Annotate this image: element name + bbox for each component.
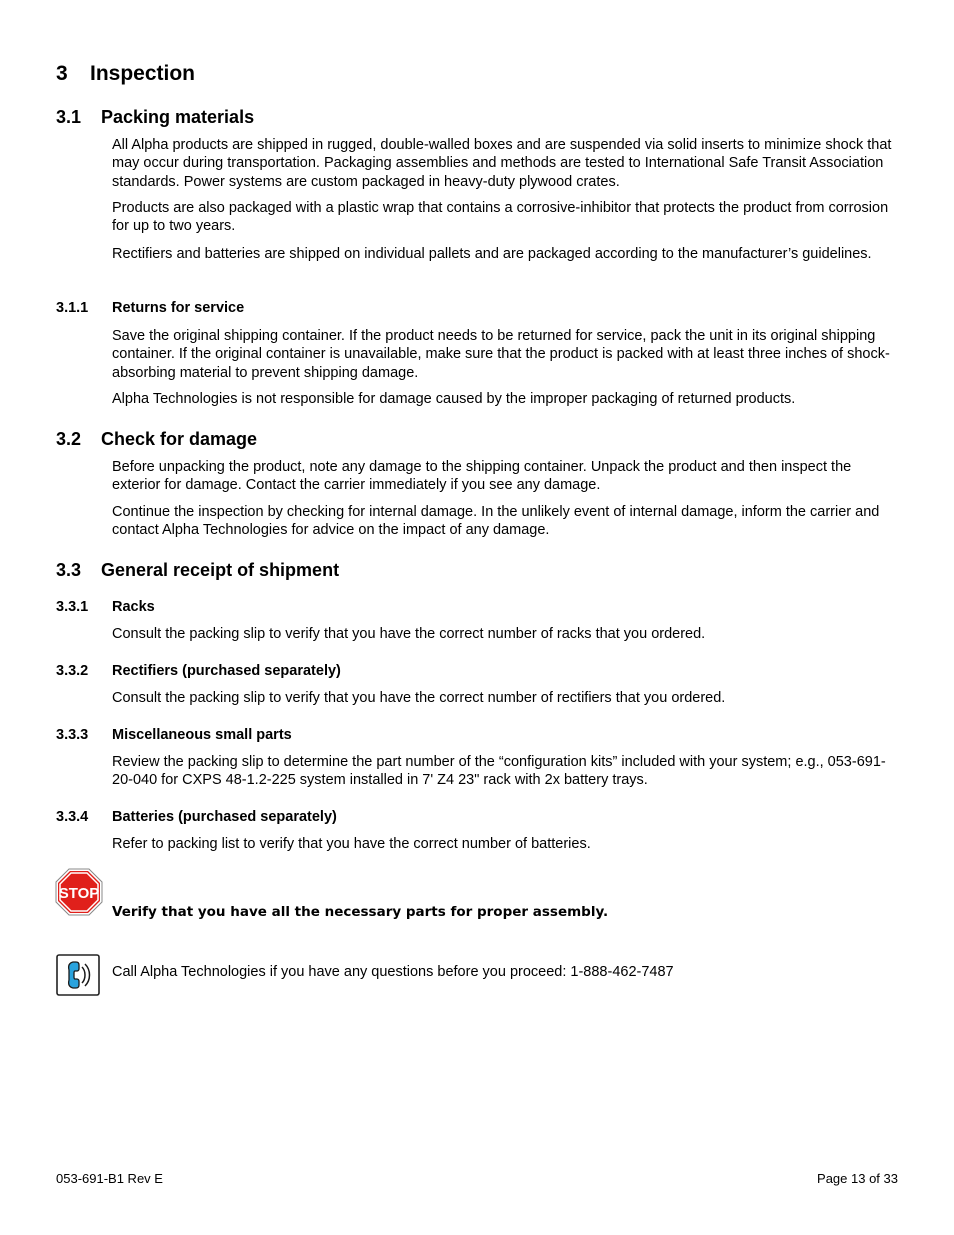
stop-note-text: Verify that you have all the necessary parts for proper assembly. xyxy=(112,904,609,920)
section-number: 3 xyxy=(56,62,68,85)
footer-doc-number: 053-691-B1 Rev E xyxy=(56,1171,163,1186)
paragraph: Rectifiers and batteries are shipped on individual pallets and are packaged according to the manufacturer’s guidelines. xyxy=(112,246,872,262)
paragraph: Review the packing slip to determine the part number of the “configuration kits” included with your system; e.g., 053-691-20-040 for CXPS 48-1.2-225 system installed in 7' Z4 23" rack with 2x battery trays. xyxy=(112,754,886,789)
subsubsection-title: Miscellaneous small parts xyxy=(112,727,292,743)
paragraph: Products are also packaged with a plastic wrap that contains a corrosive-inhibitor that protects the product from corrosion for up to two years. xyxy=(112,200,889,235)
subsubsection-number: 3.3.2 xyxy=(56,663,89,679)
paragraph: Continue the inspection by checking for internal damage. In the unlikely event of internal damage, inform the carrier and contact Alpha Technologies for advice on the impact of any damage. xyxy=(112,504,880,539)
phone-note-text: Call Alpha Technologies if you have any questions before you proceed: 1-888-462-7487 xyxy=(112,964,674,980)
paragraph: Before unpacking the product, note any damage to the shipping container. Unpack the product and then inspect the exterior for damage. Contact the carrier immediately if you see any damage. xyxy=(112,459,852,494)
subsection-heading-3-1 xyxy=(56,107,254,128)
subsubsection-title: Racks xyxy=(112,599,155,615)
paragraph: Alpha Technologies is not responsible for damage caused by the improper packaging of returned products. xyxy=(112,391,796,407)
subsection-title: Check for damage xyxy=(101,429,258,449)
subsubsection-heading-3-1-1 xyxy=(56,300,244,316)
subsubsection-heading-3-3-3 xyxy=(56,727,292,743)
section-title: Inspection xyxy=(90,62,196,85)
subsubsection-number: 3.1.1 xyxy=(56,300,89,316)
subsection-number: 3.2 xyxy=(56,429,82,449)
stop-sign-text: STOP xyxy=(58,885,100,902)
subsection-title: General receipt of shipment xyxy=(101,560,340,580)
paragraph: Refer to packing list to verify that you have the correct number of batteries. xyxy=(112,836,591,852)
subsection-number: 3.3 xyxy=(56,560,82,580)
paragraph: Consult the packing slip to verify that you have the correct number of rectifiers that you ordered. xyxy=(112,690,726,706)
paragraph: All Alpha products are shipped in rugged, double-walled boxes and are suspended via solid inserts to minimize shock that may occur during transportation. Packaging assemblies and methods are tested to International Safe Transit Association standards. Power systems are custom packaged in heavy-duty plywood crates. xyxy=(112,137,892,190)
subsection-heading-3-3 xyxy=(56,560,339,581)
subsubsection-number: 3.3.3 xyxy=(56,727,89,743)
subsubsection-title: Returns for service xyxy=(112,300,245,316)
subsubsection-heading-3-3-2 xyxy=(56,663,341,679)
phone-icon xyxy=(55,953,101,997)
subsection-heading-3-2 xyxy=(56,429,257,450)
section-heading xyxy=(56,62,195,86)
subsubsection-heading-3-3-4 xyxy=(56,809,337,825)
subsubsection-title: Batteries (purchased separately) xyxy=(112,809,337,825)
stop-sign-icon xyxy=(55,868,103,916)
subsubsection-number: 3.3.4 xyxy=(56,809,89,825)
paragraph: Consult the packing slip to verify that you have the correct number of racks that you ordered. xyxy=(112,626,706,642)
paragraph: Save the original shipping container. If the product needs to be returned for service, pack the unit in its original shipping container. If the original container is unavailable, make sure that the product is packed with at least three inches of shock-absorbing material to prevent shipping damage. xyxy=(112,328,890,381)
subsubsection-title: Rectifiers (purchased separately) xyxy=(112,663,341,679)
subsubsection-number: 3.3.1 xyxy=(56,599,89,615)
footer-page-number: Page 13 of 33 xyxy=(817,1171,898,1186)
subsection-number: 3.1 xyxy=(56,107,82,127)
subsection-title: Packing materials xyxy=(101,107,255,127)
subsubsection-heading-3-3-1 xyxy=(56,599,155,615)
